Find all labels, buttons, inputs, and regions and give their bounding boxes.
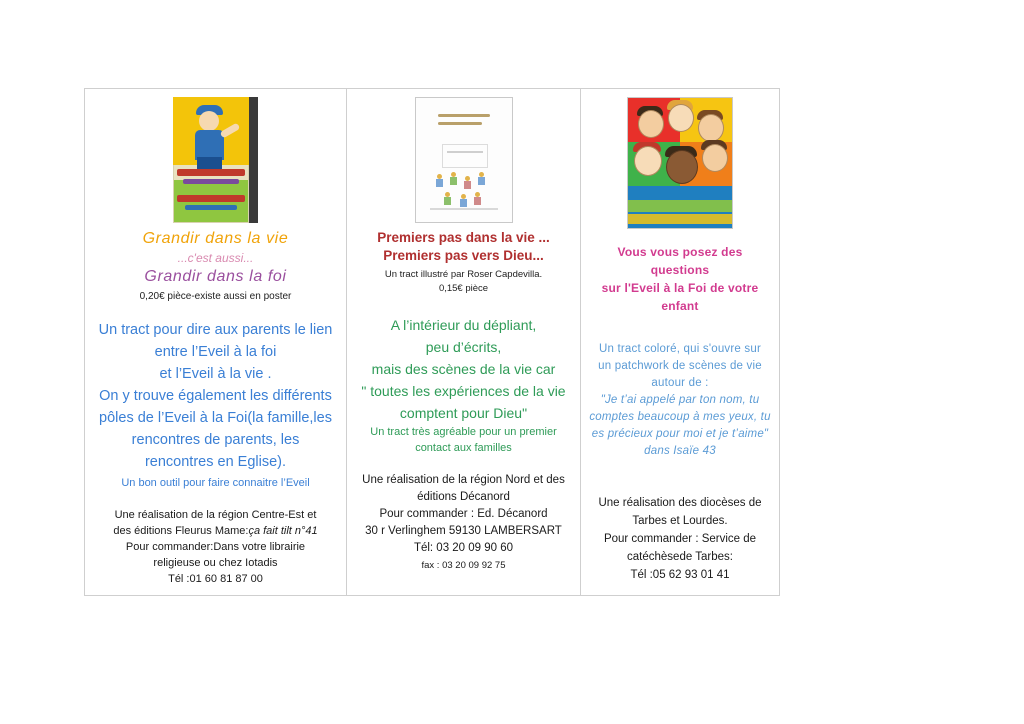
col2-footer-line-2: éditions Décanord: [417, 491, 510, 503]
col1-title-line1: Grandir dans la vie: [142, 230, 289, 247]
booklet-cover-patchwork-enfants: [627, 97, 733, 229]
col3-body-line-3: autour de :: [651, 377, 709, 389]
col1-body-line-7: rencontres en Eglise).: [144, 454, 287, 470]
col2-title-line1: Premiers pas dans la vie ...: [377, 230, 550, 245]
col3-quote-line-2: comptes beaucoup à mes yeux, tu: [589, 411, 771, 423]
col2-body-line-1: A l’intérieur du dépliant,: [390, 317, 537, 333]
col3-title-line-1: Vous vous posez des questions: [617, 245, 743, 277]
col1-title-line2: Grandir dans la foi: [144, 268, 287, 285]
col1-body-line-2: entre l’Eveil à la foi: [154, 344, 277, 360]
col2-body-line-3: mais des scènes de la vie car: [371, 361, 556, 377]
col1-body: [99, 319, 333, 473]
col3-body-line-2: un patchwork de scènes de vie: [598, 360, 762, 372]
col2-credit: [385, 268, 542, 296]
col1-footer-line-1: Une réalisation de la région Centre-Est et: [114, 509, 317, 521]
col2-footer-line-1: Une réalisation de la région Nord et des: [362, 474, 565, 486]
col3-footer-line-1: Une réalisation des diocèses de: [598, 497, 762, 509]
booklet-cover-grandir-dans-la-vie: [173, 97, 258, 223]
col1-footer-line-4: Pour commander:Dans votre librairie: [125, 541, 306, 553]
col3-body-line-1: Un tract coloré, qui s'ouvre sur: [598, 343, 761, 355]
col2-body-small-line-1: Un tract très agréable pour un premier: [370, 426, 557, 438]
col2-body-line-5: comptent pour Dieu": [399, 405, 528, 421]
col2-body: [361, 314, 565, 424]
col3-body: [598, 341, 762, 392]
col3-quote-line-3: es précieux pour moi et je t’aime": [591, 428, 769, 440]
col1-footer-line-5: religieuse ou chez Iotadis: [153, 557, 278, 569]
col2-footer: [362, 472, 565, 574]
col2-price: 0,15€ pièce: [438, 283, 489, 294]
col2-credit-illustrator: Un tract illustré par Roser Capdevilla.: [384, 269, 543, 280]
col2-footer-address: 30 r Verlinghem 59130 LAMBERSART: [365, 525, 562, 537]
col1-body-line-1: Un tract pour dire aux parents le lien: [98, 322, 333, 338]
col3-footer-line-2: Tarbes et Lourdes.: [632, 515, 728, 527]
col3-footer-line-4: catéchèsede Tarbes:: [627, 551, 733, 563]
col3-footer-phone: Tél :05 62 93 01 41: [630, 569, 730, 581]
col3-quote: [589, 392, 770, 460]
col1-body-line-3: et l’Eveil à la vie .: [159, 366, 272, 382]
col2-title: [377, 229, 550, 265]
col3-title: [589, 243, 771, 315]
three-column-table: [84, 88, 780, 596]
col2-body-line-4: " toutes les expériences de la vie: [361, 383, 566, 399]
col2-body-small-line-2: contact aux familles: [415, 442, 512, 454]
col1-price: 0,20€ pièce-existe aussi en poster: [139, 291, 292, 302]
col3-footer: [598, 494, 761, 584]
table-cell-questions-eveil: [581, 89, 779, 595]
col3-title-line-3: enfant: [661, 299, 699, 313]
booklet-cover-premiers-pas: [415, 97, 513, 223]
col1-body-line-4: On y trouve également les différents: [99, 388, 332, 404]
col1-footer-reference: ça fait tilt n°41: [248, 525, 318, 537]
col3-footer-line-3: Pour commander : Service de: [603, 533, 757, 545]
col1-footer-phone: Tél :01 60 81 87 00: [168, 573, 263, 585]
col1-body-line-5: pôles de l’Eveil à la Foi(la famille,les: [99, 410, 332, 426]
col1-footer: [113, 507, 317, 587]
col2-footer-line-3: Pour commander : Ed. Décanord: [379, 508, 548, 520]
col3-quote-reference: dans Isaïe 43: [644, 445, 716, 457]
col2-title-line2: Premiers pas vers Dieu...: [383, 248, 544, 263]
col3-quote-line-1: "Je t’ai appelé par ton nom, tu: [600, 394, 760, 406]
col2-body-line-2: peu d’écrits,: [425, 339, 502, 355]
col2-body-small: [370, 424, 556, 456]
col1-footer-line-2: des éditions Fleurus Mame:: [113, 525, 249, 537]
col2-footer-phone: Tél: 03 20 09 90 60: [413, 542, 514, 554]
table-cell-grandir: [85, 89, 347, 595]
col1-subtitle: ...c'est aussi...: [177, 251, 254, 265]
table-cell-premiers-pas: [347, 89, 581, 595]
col1-body-line-6: rencontres de parents, les: [131, 432, 300, 448]
col2-footer-fax: fax : 03 20 09 92 75: [421, 560, 506, 571]
col3-title-line-2: sur l'Eveil à la Foi de votre: [601, 281, 759, 295]
col1-body-small: Un bon outil pour faire connaitre l’Eveil: [121, 477, 310, 489]
col1-footer-line-2-wrap: [113, 523, 317, 539]
